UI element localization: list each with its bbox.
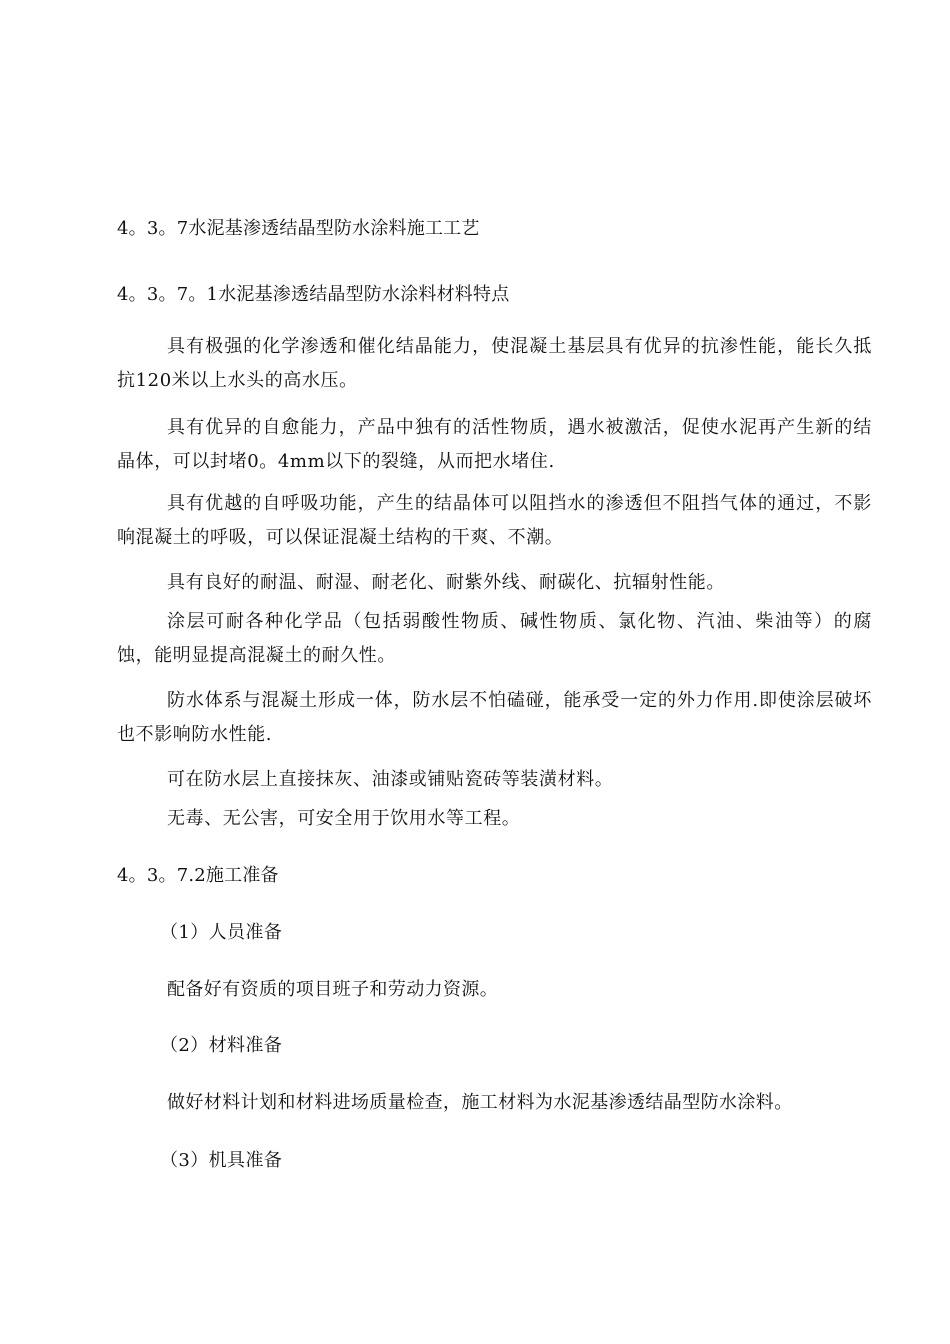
section-heading-4-3-7: 4。3。7水泥基渗透结晶型防水涂料施工工艺 [117, 218, 480, 239]
feature-paragraph: 具有优越的自呼吸功能，产生的结晶体可以阻挡水的渗透但不阻挡气体的通过，不影响混凝土的呼吸，可以保证混凝土结构的干爽、不潮。 [117, 493, 872, 548]
prep-item-text: 做好材料计划和材料进场质量检查，施工材料为水泥基渗透结晶型防水涂料。 [167, 1092, 793, 1113]
feature-paragraph: 防水体系与混凝土形成一体，防水层不怕磕碰，能承受一定的外力作用.即使涂层破坏也不影响防水性能. [117, 690, 872, 745]
feature-paragraph: 具有优异的自愈能力，产品中独有的活性物质，遇水被激活，促使水泥再产生新的结晶体，可以封堵0。4mm以下的裂缝，从而把水堵住. [117, 417, 872, 472]
feature-paragraph: 涂层可耐各种化学品（包括弱酸性物质、碱性物质、氯化物、汽油、柴油等）的腐蚀，能明显提高混凝土的耐久性。 [117, 611, 872, 666]
prep-item-title: （1）人员准备 [160, 922, 283, 943]
section-heading-4-3-7-1: 4。3。7。1水泥基渗透结晶型防水涂料材料特点 [117, 284, 510, 305]
feature-paragraph: 具有极强的化学渗透和催化结晶能力，使混凝土基层具有优异的抗渗性能，能长久抵抗120米以上水头的高水压。 [117, 336, 872, 391]
prep-item-title: （2）材料准备 [160, 1035, 283, 1056]
prep-item-title: （3）机具准备 [160, 1150, 283, 1171]
feature-paragraph: 具有良好的耐温、耐湿、耐老化、耐紫外线、耐碳化、抗辐射性能。 [167, 572, 725, 593]
section-heading-4-3-7-2: 4。3。7.2施工准备 [117, 865, 279, 886]
prep-item-text: 配备好有资质的项目班子和劳动力资源。 [167, 979, 499, 1000]
feature-paragraph: 可在防水层上直接抹灰、油漆或铺贴瓷砖等装潢材料。 [167, 769, 614, 790]
feature-paragraph: 无毒、无公害，可安全用于饮用水等工程。 [167, 808, 521, 829]
